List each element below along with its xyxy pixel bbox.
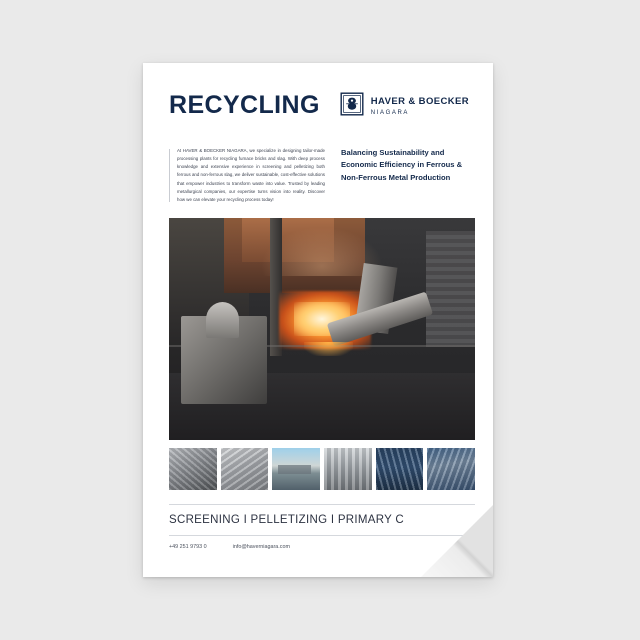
contact-row [143,536,493,550]
screening-machine-photo [324,448,372,490]
processing-plant-photo [427,448,475,490]
page-title: RECYCLING [169,91,320,119]
phone-number: +49 251 9793 0 [169,543,207,550]
brand-name: HAVER & BOECKER [370,95,469,107]
slag-aggregate-photo [169,448,217,490]
brand-subname: NIAGARA [370,109,410,116]
headline: Balancing Sustainability and Economic Efficiency in Ferrous & Non-Ferrous Metal Production [341,148,463,182]
intro-paragraph: At HAVER & BOECKER NIAGARA, we specialize in designing tailor-made processing plants for recycling furnace bricks and slag. With deep process knowledge and extensive experience in screening and pelletizing both ferrous and non-ferrous slag, we deliver sustainable, cost-effective solutions that empower industries to transform waste into value. Trusted by leading metallurgical companies, our expertise turns vision into reality. Discover how we can elevate your recycling process today! [177,148,325,202]
hero-image [169,218,475,440]
pelletizing-plant-photo [376,448,424,490]
thumbnail-strip [169,448,475,490]
flyer-header [143,63,493,131]
intro-section [143,131,493,204]
brand-lockup [340,91,469,117]
flyer-sheet [143,63,493,577]
plant-exterior-photo [272,448,320,490]
brand-text [371,92,469,116]
services-line: SCREENING I PELLETIZING I PRIMARY C [169,513,405,526]
haver-boecker-crest-icon [340,91,364,117]
email-address: info@haverniagara.com [232,543,290,550]
furnace-interior-photo [169,218,475,440]
intro-left-column [169,147,325,204]
metal-scrap-photo [221,448,269,490]
